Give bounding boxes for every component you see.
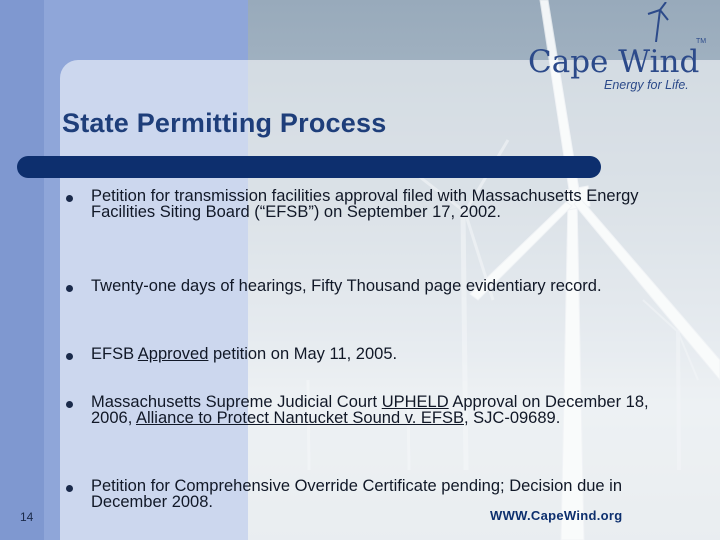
bullet-dot	[66, 353, 73, 360]
bullet-text-run: Approval on December 18, 2006,	[91, 393, 649, 427]
bullet-text	[91, 394, 651, 426]
title-divider-bar	[17, 156, 601, 178]
bullet-text	[91, 478, 651, 510]
underlined-text: Alliance to Protect Nantucket Sound v. EFSB	[135, 409, 464, 427]
bullet-text	[91, 278, 651, 294]
bullet-dot	[66, 401, 73, 408]
bullet-dot	[66, 195, 73, 202]
bullet-text-run: petition on May 11, 2005.	[208, 345, 398, 363]
turbine-logo-icon	[638, 2, 678, 42]
bullet-dot	[66, 285, 73, 292]
cape-wind-logo	[528, 34, 708, 104]
logo-tagline: Energy for Life.	[604, 78, 689, 92]
left-accent-stripe	[0, 0, 44, 540]
logo-wordmark: Cape Wind	[528, 44, 700, 80]
bullet-text-run: Twenty-one days of hearings, Fifty Thousand page evidentiary record.	[91, 277, 602, 295]
bullet-text-run: Massachusetts Supreme Judicial Court	[91, 393, 382, 411]
underlined-text: UPHELD	[381, 393, 449, 411]
website-link[interactable]: WWW.CapeWind.org	[490, 508, 623, 523]
bullet-text-run: , SJC-09689.	[464, 409, 561, 427]
page-number: 14	[20, 510, 34, 524]
underlined-text: Approved	[137, 345, 209, 363]
bullet-dot	[66, 485, 73, 492]
bullet-text-run: EFSB	[91, 345, 138, 363]
bullet-text-run: Petition for transmission facilities approval filed with Massachusetts Energy Facilities Siting Board (“EFSB”) on September 17, 2002.	[91, 187, 639, 221]
bullet-text	[91, 346, 651, 362]
bullet-text-run: Petition for Comprehensive Override Certificate pending; Decision due in December 2008.	[91, 477, 623, 511]
slide-title: State Permitting Process	[62, 108, 387, 138]
bullet-text	[91, 188, 651, 220]
logo-trademark: TM	[696, 38, 707, 45]
